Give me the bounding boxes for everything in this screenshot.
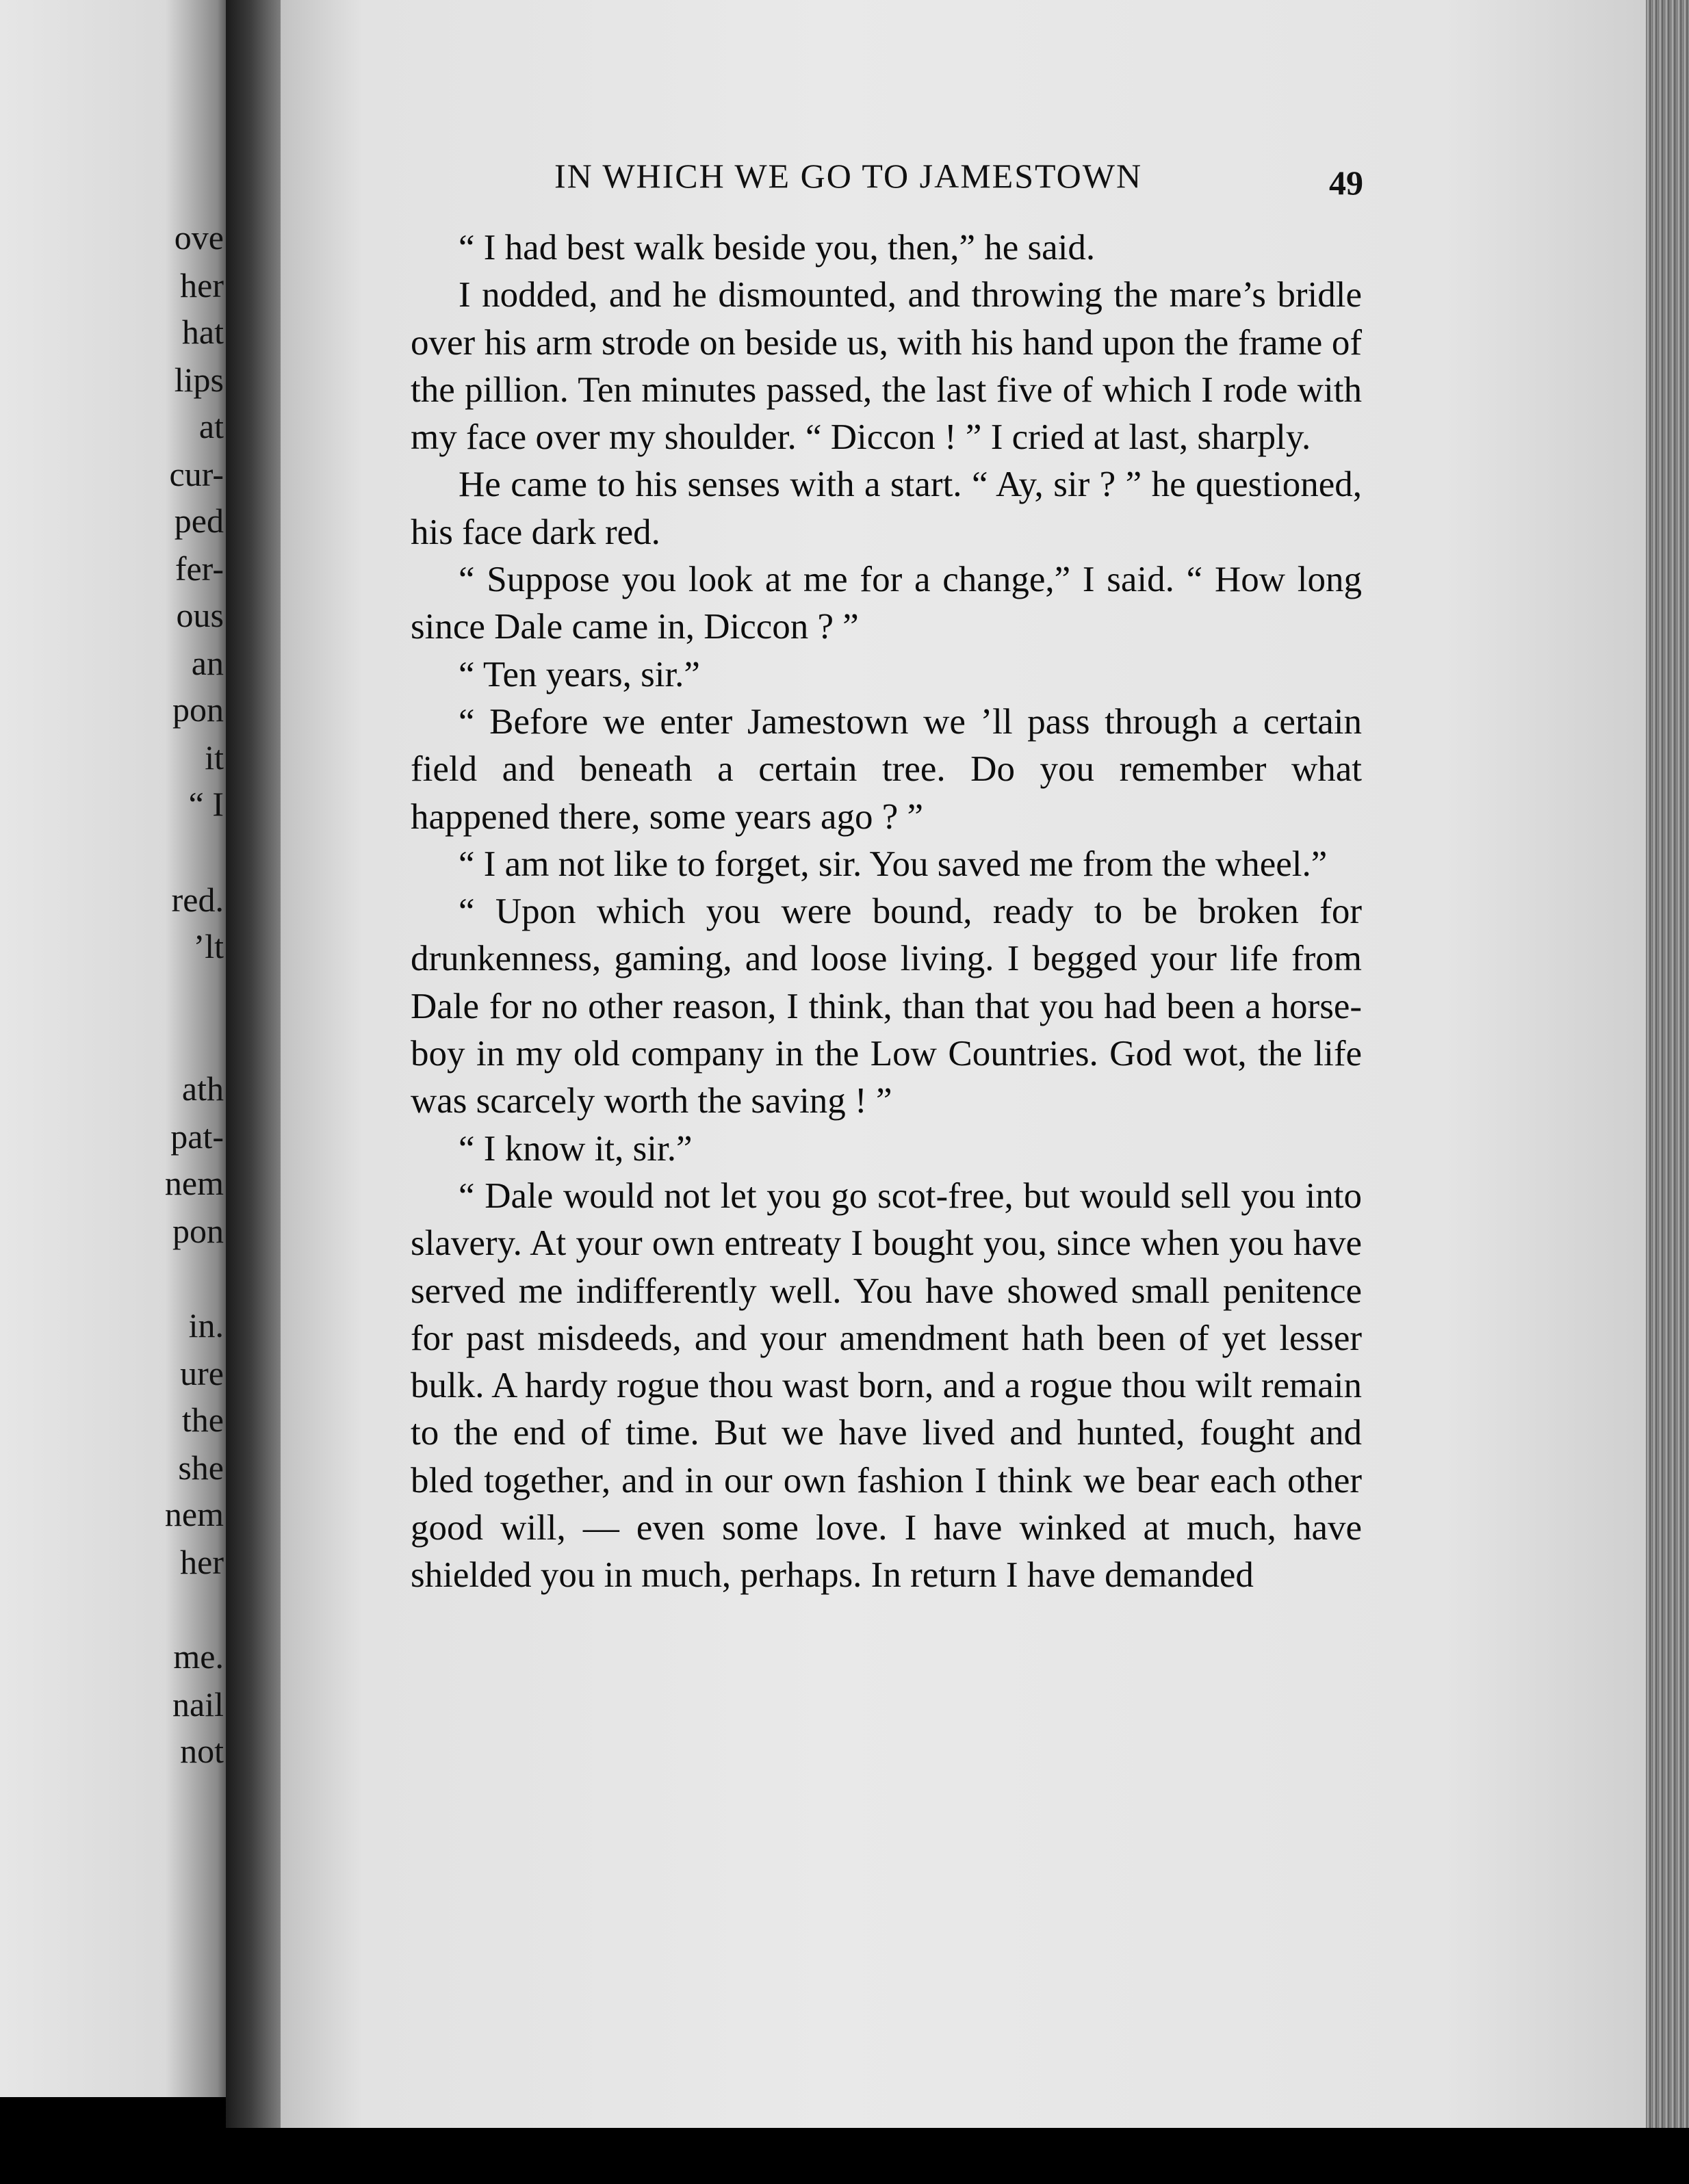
left-page-line: her: [180, 266, 224, 304]
left-page-line: not: [180, 1732, 224, 1770]
left-page-line: “ I: [188, 785, 224, 823]
left-page-line: ’lt: [193, 927, 224, 965]
left-page-line: an: [191, 644, 224, 682]
left-page-line: nem: [164, 1164, 224, 1202]
left-page-line: red.: [171, 881, 224, 919]
left-page-line: lips: [174, 361, 224, 399]
left-page-line: cur-: [169, 455, 224, 493]
paragraph: “ I am not like to forget, sir. You saved me from the wheel.”: [459, 844, 1328, 884]
paragraph: “ I had best walk beside you, then,” he said.: [459, 228, 1096, 268]
left-page-line: she: [178, 1448, 224, 1487]
left-page-line: pon: [172, 1212, 224, 1250]
left-page-line: in.: [188, 1306, 224, 1344]
body-text: [411, 224, 1362, 1600]
left-page-line: at: [198, 407, 224, 445]
page-number: 49: [1329, 164, 1363, 202]
paragraph: He came to his senses with a start. “ Ay, sir ? ” he questioned, his face dark red.: [411, 465, 1362, 552]
left-page-line: ath: [181, 1069, 224, 1108]
paragraph: “ Suppose you look at me for a change,” I said. “ How long since Dale came in, Diccon ? ”: [411, 560, 1362, 647]
left-page-line: hat: [181, 313, 224, 351]
left-page-line: ous: [176, 596, 224, 634]
left-page-line: the: [181, 1401, 224, 1439]
left-page-line: me.: [173, 1637, 224, 1676]
paragraph: “ Before we enter Jamestown we ’ll pass through a certain field and beneath a certain tree. Do you remember what happened there, some years ago ? ”: [411, 701, 1362, 837]
left-page-line: nail: [172, 1685, 224, 1724]
left-page-line: ove: [174, 218, 224, 257]
left-page-line: pon: [172, 690, 224, 729]
paragraph: I nodded, and he dismounted, and throwing the mare’s bridle over his arm strode on beside us, with his hand upon the frame of the pillion. Ten minutes passed, the last five of which I rode with my face over my shoulder. “ Diccon ! ” I cried at last, sharply.: [411, 275, 1362, 458]
scan-border: [0, 2128, 1689, 2184]
left-page-line: nem: [164, 1495, 224, 1533]
paragraph: “ Ten years, sir.”: [459, 654, 700, 694]
left-page-line: fer-: [175, 549, 224, 588]
paragraph: “ Dale would not let you go scot-free, but would sell you into slavery. At your own entreaty I bought you, since when you have served me indifferently well. You have showed small penitence for past misdeeds, and your amendment hath been of yet lesser bulk. A hardy rogue thou wast born, and a rogue thou wilt remain to the end of time. But we have lived and hunted, fought and bled together, and in our own fashion I think we bear each other good will, — even some love. I have winked at much, have shielded you in much, perhaps. In return I have demanded: [411, 1175, 1362, 1596]
left-page-line: ure: [180, 1354, 224, 1392]
paragraph: “ I know it, sir.”: [459, 1128, 693, 1169]
page-edge: [1646, 0, 1689, 2184]
previous-page: [0, 0, 236, 2097]
left-page-line: pat-: [170, 1117, 224, 1156]
left-page-line: ped: [174, 502, 224, 540]
left-page-line: her: [180, 1543, 224, 1581]
left-page-line: it: [205, 738, 224, 777]
paragraph: “ Upon which you were bound, ready to be broken for drunkenness, gaming, and loose living. I begged your life from Dale for no other reason, I think, than that you had been a horse-boy in my old company in the Low Countries. God wot, the life was scarcely worth the saving ! ”: [411, 892, 1362, 1121]
running-head: IN WHICH WE GO TO JAMESTOWN: [554, 157, 1143, 195]
